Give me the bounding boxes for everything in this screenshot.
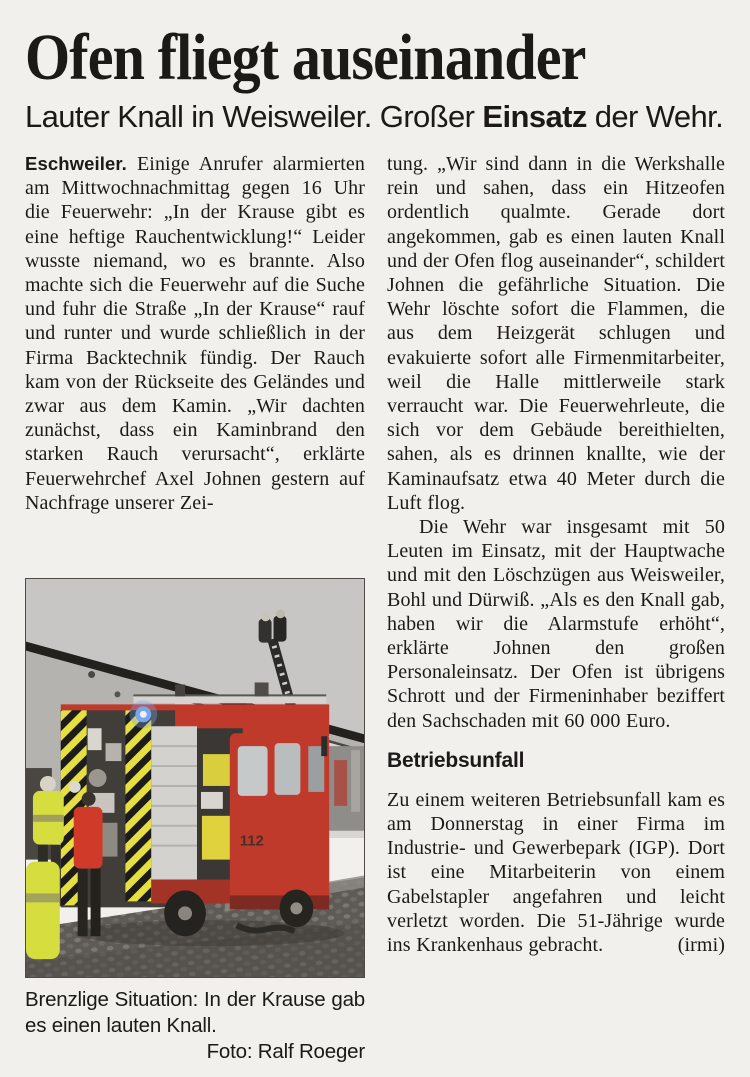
- cab-door-window: [275, 743, 301, 795]
- col1-body: Einige Anrufer alarmierten am Mittwochnachmittag gegen 16 Uhr die Feuerwehr: „In der Krause gibt es eine heftige Rauchentwicklung!“ Leider wusste niemand, wo es brannte. Also machte sich die Feuerwehr auf die Suche und fuhr die Straße „In der Krause“ rauf und runter und wurde schließlich in der Firma Backtechnik fündig. Der Rauch kam von der Rückseite des Geländes und zwar aus dem Kamin. „Wir dachten zunächst, dass ein Kaminbrand den starken Rauch verursacht“, erklärte Feuerwehrchef Axel Johnen gestern auf Nachfrage unserer Zei-: [25, 153, 365, 514]
- fire-truck-photo: [25, 578, 365, 978]
- column-right: [387, 152, 725, 1065]
- article-text-col2-para3: [387, 788, 725, 957]
- article-columns: [25, 152, 725, 1065]
- author-signature: (irmi): [677, 934, 725, 957]
- article-text-col2-para2: Die Wehr war insgesamt mit 50 Leuten im Einsatz, mit der Hauptwache und mit den Löschzügen aus Weisweiler, Bohl und Dürwiß. „Als es den Knall gab, haben wir die Alarmstufe erhöht“, erklärte Johnen den großen Personaleinsatz. Der Ofen ist übrigens Schrott und der Firmeninhaber beziffert den Sachschaden mit 60 000 Euro.: [387, 516, 725, 732]
- subheadline: [25, 99, 725, 135]
- chevron-panel: [125, 710, 151, 901]
- firefighter-helmet: [40, 776, 56, 792]
- photo-credit: Foto: Ralf Roeger: [206, 1040, 365, 1063]
- photo-caption-block: [25, 987, 365, 1065]
- photo-caption: Brenzlige Situation: In der Krause gab es einen lauten Knall.: [25, 988, 365, 1037]
- white-helmet: [69, 781, 81, 793]
- wall-dot: [88, 671, 95, 678]
- cab-window: [238, 746, 268, 796]
- person-head: [82, 792, 96, 806]
- article-text-col1: [25, 152, 365, 564]
- roller-shutter: [151, 726, 197, 897]
- subheadline-text: Lauter Knall in Weisweiler. Großer: [25, 99, 483, 134]
- article-text-col2-para1: tung. „Wir sind dann in die Werkshalle rein und sahen, dass ein Hitzeofen ordentlich qualmte. Gerade dort angekommen, gab es einen lauten Knall und der Ofen flog auseinander“, schildert Johnen die gefährliche Situation. Die Wehr löschte sofort die Flammen, die aus dem Heizgerät schlugen und evakuierte sofort alle Firmenmitarbeiter, weil die Halle mittlerweile stark verraucht war. Die Feuerwehrleute, die sich vor dem Gebäude bereithielten, sahen, als es drinnen knallte, wie der Kaminaufsatz etwa 40 Meter durch die Luft flog.: [387, 153, 725, 514]
- subsection-heading: Betriebsunfall: [387, 748, 525, 772]
- article-photo-figure: [25, 578, 365, 1065]
- basket-firefighter: [274, 616, 287, 642]
- stowed-ladder-rack: [133, 695, 326, 703]
- column-left: [25, 152, 365, 1065]
- dateline: Eschweiler.: [25, 153, 127, 174]
- mirror: [321, 736, 327, 756]
- truck-emergency-number: 112: [239, 833, 264, 850]
- wall-dot: [114, 691, 120, 697]
- red-vest-person: [74, 807, 103, 869]
- para3-body: Zu einem weiteren Betriebsunfall kam es am Donnerstag in einer Firma im Industrie- und Gewerbepark (IGP). Dort ist eine Mitarbeiterin von einem Gabelstapler angefahren und leicht verletzt worden. Die 51-Jährige wurde ins Krankenhaus gebracht.: [387, 788, 725, 957]
- subheadline-text-end: der Wehr.: [586, 99, 724, 134]
- hivis-firefighter-foreground: [26, 862, 60, 960]
- headline: Ofen fliegt auseinander: [25, 21, 586, 94]
- subheadline-bold-word: Einsatz: [482, 99, 587, 134]
- basket-firefighter: [259, 619, 272, 643]
